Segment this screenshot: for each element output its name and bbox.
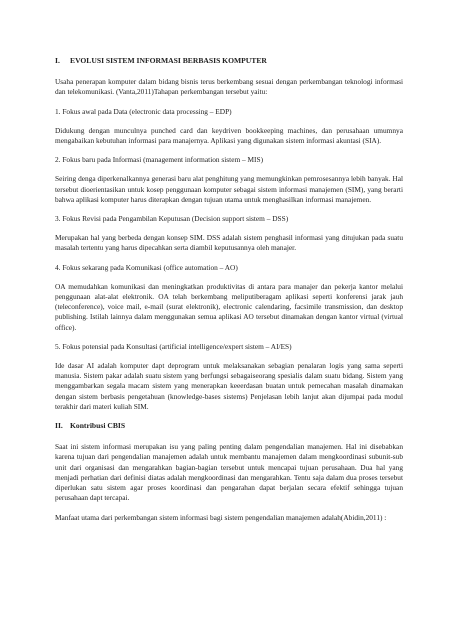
item-1-heading: 1. Fokus awal pada Data (electronic data processing – EDP) (55, 106, 232, 116)
section-1-title: EVOLUSI SISTEM INFORMASI BERBASIS KOMPUTER (70, 56, 267, 65)
item-3-body: Merupakan hal yang berbeda dengan konsep SIM. DSS adalah sistem penghasil informasi yang ditujukan pada suatu masalah tertentu yang harus dipecahkan serta diambil keputusannya oleh manajer. (55, 233, 403, 253)
item-4-body: OA memudahkan komunikasi dan meningkatkan produktivitas di antara para manajer dan pekerja kantor melalui penggunaan alat-alat elektronik. OA telah berkembang meliputiberagam aplikasi seperti konferensi jarak jauh (teleconference), voice mail, e-mail (surat elektronik), electronic calendaring, facsimile transmission, dan desktop publishing. Istilah lainnya dalam menggunakan semua aplikasi AO tersebut dinamakan dengan kantor virtual (virtual office). (55, 281, 403, 332)
section-2-paragraph-1: Saat ini sistem informasi merupakan isu yang paling penting dalam pengendalian manajemen. Hal ini disebabkan karena tujuan dari pengendalian manajemen adalah untuk membantu manajemen dalam mengkoordinasi subunit-sub unit dari organisasi dan mengarahkan bagian-bagian tersebut untuk mencapai tujuan perusahaan. Dua hal yang menjadi perhatian dari definisi diatas adalah mengkoordinasi dan mengarahkan. Tentu saja dalam dua proses tersebut diperlukan satu sistem agar proses koordinasi dan pengarahan dapat berjalan secara efektif sehingga tujuan perusahaan dapt tercapai. (55, 442, 403, 503)
item-3-heading: 3. Fokus Revisi pada Pengambilan Keputusan (Decision support sistem – DSS) (55, 214, 289, 224)
section-1-heading (55, 56, 403, 66)
item-5-heading: 5. Fokus potensial pada Konsultasi (artificial intelligence/expert sistem – AI/ES) (55, 341, 292, 351)
section-2-number: II. (55, 421, 63, 431)
section-2-heading (55, 421, 403, 431)
item-1-body: Didukung dengan munculnya punched card dan keydriven bookkeeping machines, dan perusahaan umumnya mengabaikan kebutuhan informasi para manajernya. Aplikasi yang digunakan sistem informasi akuntasi (SIA). (55, 125, 403, 146)
section-2-paragraph-2: Manfaat utama dari perkembangan sistem informasi bagi sistem pengendalian manajemen adalah(Abidin,2011) : (55, 512, 387, 522)
item-4-heading: 4. Fokus sekarang pada Komunikasi (office automation – AO) (55, 262, 238, 272)
section-2-title: Kontribusi CBIS (70, 421, 126, 431)
section-1-intro: Usaha penerapan komputer dalam bidang bisnis terus berkembang sesuai dengan perkembangan teknologi informasi dan telekomunikasi. (Vanta,2011)Tahapan perkembangan tersebut yaitu: (55, 77, 403, 97)
item-2-heading: 2. Fokus baru pada Informasi (management information sistem – MIS) (55, 155, 264, 165)
item-2-body: Seiring denga diperkenalkannya generasi baru alat penghitung yang memungkinkan pemrosesannya lebih banyak. Hal tersebut dioerientasikan untuk kosep penggunaan komputer sebagai sistem informasi manajemen (SIM), yang berarti bahwa aplikasi komputer harus diterapkan dengan tujuan utama untuk menghasilkan informasi manajemen. (55, 174, 403, 204)
item-5-body: Ide dasar AI adalah komputer dapt deprogram untuk melaksanakan sebagian penalaran logis yang sama seperti manusia. Sistem pakar adalah suatu sistem yang berfungsi sebagaiseorang spesialis dalam suatu bidang. Sistem yang menggambarkan segala macam sistem yang menerapkan keeerdasan buatan untuk pemecahan masalah dinamakan dengan sistem berbasis pengetahuan (knowledge-bases sistems) Penjelasan lebih lanjut akan dijumpai pada modul terakhir dari materi kuliah SIM. (55, 361, 403, 411)
section-1-number: I. (55, 56, 60, 65)
